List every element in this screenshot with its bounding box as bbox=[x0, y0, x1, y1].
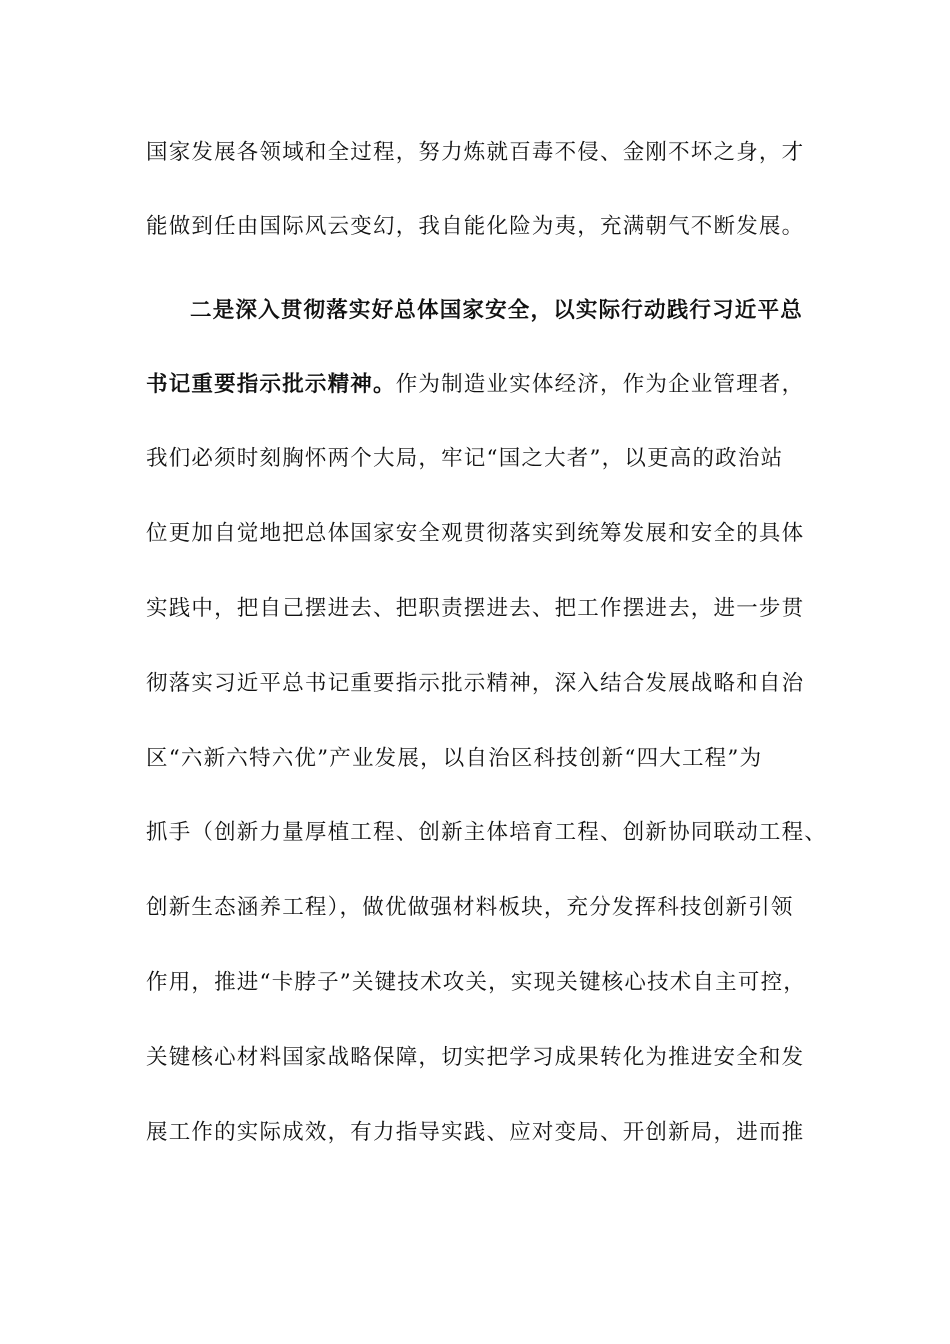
section-heading-end: 书记重要指示批示精神。 bbox=[146, 372, 396, 397]
paragraph-line: 展工作的实际成效，有力指导实践、应对变局、开创新局，进而推 bbox=[146, 1120, 805, 1145]
paragraph-line: 我们必须时刻胸怀两个大局，牢记“国之大者”，以更高的政治站 bbox=[146, 446, 784, 471]
paragraph-line: 作用，推进“卡脖子”关键技术攻关，实现关键核心技术自主可控， bbox=[146, 970, 806, 995]
paragraph-line: 彻落实习近平总书记重要指示批示精神，深入结合发展战略和自治 bbox=[146, 671, 805, 696]
paragraph-line: 关键核心材料国家战略保障，切实把学习成果转化为推进安全和发 bbox=[146, 1045, 805, 1070]
paragraph-line: 国家发展各领域和全过程，努力炼就百毒不侵、金刚不坏之身，才 bbox=[146, 140, 805, 165]
paragraph-line: 实践中，把自己摆进去、把职责摆进去、把工作摆进去，进一步贯 bbox=[146, 596, 805, 621]
paragraph-line: 能做到任由国际风云变幻，我自能化险为夷，充满朝气不断发展。 bbox=[146, 214, 805, 239]
section-heading-line: 二是深入贯彻落实好总体国家安全，以实际行动践行习近平总 bbox=[190, 298, 803, 323]
paragraph-line: 区“六新六特六优”产业发展，以自治区科技创新“四大工程”为 bbox=[146, 746, 763, 771]
paragraph-text: 作为制造业实体经济，作为企业管理者， bbox=[395, 372, 805, 397]
paragraph-line: 抓手（创新力量厚植工程、创新主体培育工程、创新协同联动工程、 bbox=[146, 820, 828, 845]
paragraph-line: 创新生态涵养工程），做优做强材料板块，充分发挥科技创新引领 bbox=[146, 895, 794, 920]
paragraph-line bbox=[146, 370, 806, 400]
paragraph-line: 位更加自觉地把总体国家安全观贯彻落实到统筹发展和安全的具体 bbox=[146, 521, 805, 546]
